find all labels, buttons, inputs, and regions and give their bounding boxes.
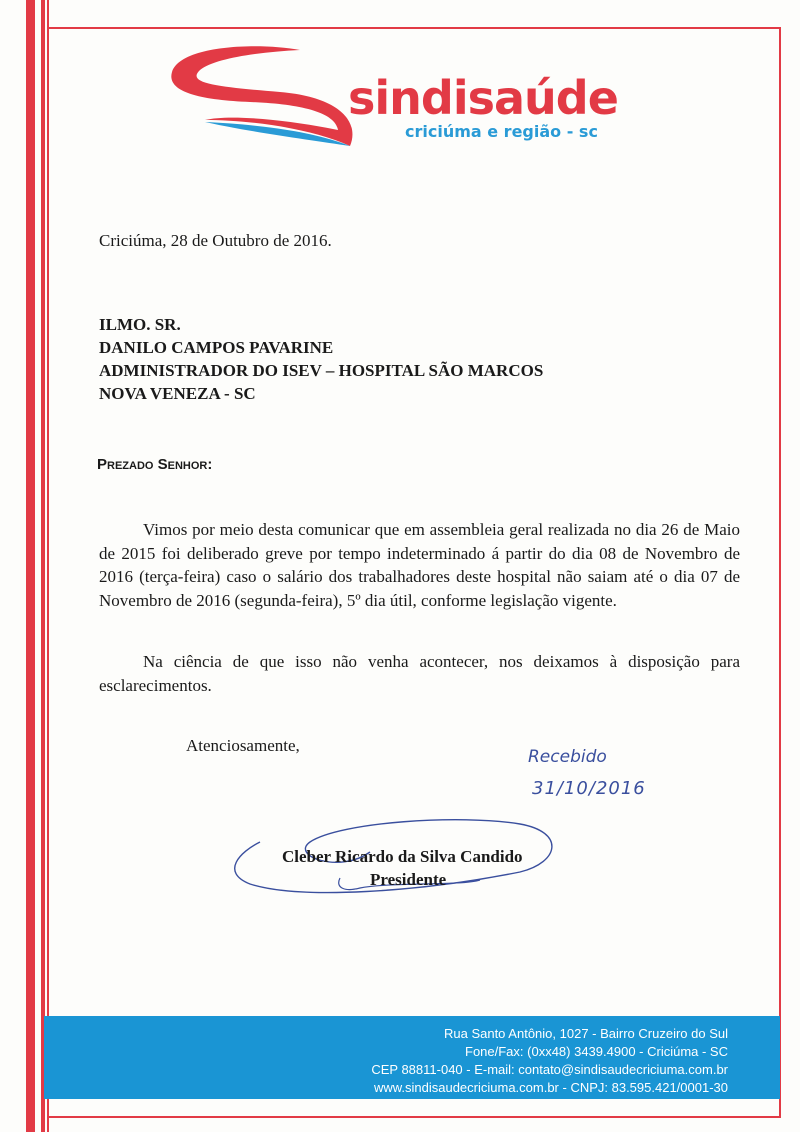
- logo-name-part1: sindi: [348, 71, 468, 125]
- received-note: Recebido: [528, 747, 607, 767]
- footer-phone: Fone/Fax: (0xx48) 3439.4900 - Criciúma - SC: [465, 1044, 728, 1059]
- footer-website: www.sindisaudecriciuma.com.br - CNPJ: 83.595.421/0001-30: [373, 1080, 728, 1095]
- logo-swoosh-icon: [160, 42, 360, 157]
- logo-name-part2: saúde: [467, 71, 618, 125]
- signer-name: Cleber Ricardo da Silva Candido: [282, 847, 523, 866]
- body-paragraph: Na ciência de que isso não venha acontecer, nos deixamos à disposição para esclarecimentos.: [99, 652, 740, 695]
- recipient-line: ILMO. SR.: [99, 315, 181, 334]
- right-border-line: [779, 27, 781, 1117]
- letter-date: Criciúma, 28 de Outubro de 2016.: [99, 231, 332, 250]
- recipient-line: DANILO CAMPOS PAVARINE: [99, 338, 334, 357]
- logo-wordmark: [348, 71, 618, 125]
- recipient-line: NOVA VENEZA - SC: [99, 384, 256, 403]
- bottom-border-line: [49, 1116, 781, 1118]
- logo-subtitle: criciúma e região - sc: [405, 122, 598, 141]
- recipient-line: ADMINISTRADOR DO ISEV – HOSPITAL SÃO MARCOS: [99, 361, 544, 380]
- footer-email: CEP 88811-040 - E-mail: contato@sindisaudecriciuma.com.br: [371, 1062, 728, 1077]
- left-border-stripe-thin: [47, 0, 49, 1132]
- left-border-stripe-thick: [26, 0, 35, 1132]
- salutation: Prezado Senhor:: [97, 456, 213, 473]
- left-border-stripe-medium: [41, 0, 45, 1132]
- signer-title: Presidente: [370, 870, 447, 889]
- closing: Atenciosamente,: [186, 736, 300, 755]
- top-border-line: [49, 27, 780, 29]
- received-date: 31/10/2016: [532, 778, 646, 799]
- footer-address: Rua Santo Antônio, 1027 - Bairro Cruzeiro do Sul: [443, 1026, 728, 1041]
- body-paragraph: Vimos por meio desta comunicar que em assembleia geral realizada no dia 26 de Maio de 2015 foi deliberado greve por tempo indeterminado á partir do dia 08 de Novembro de 2016 (terça-feira) caso o salário dos trabalhadores deste hospital não saiam até o dia 07 de Novembro de 2016 (segunda-feira), 5º dia útil, conforme legislação vigente.: [99, 520, 740, 610]
